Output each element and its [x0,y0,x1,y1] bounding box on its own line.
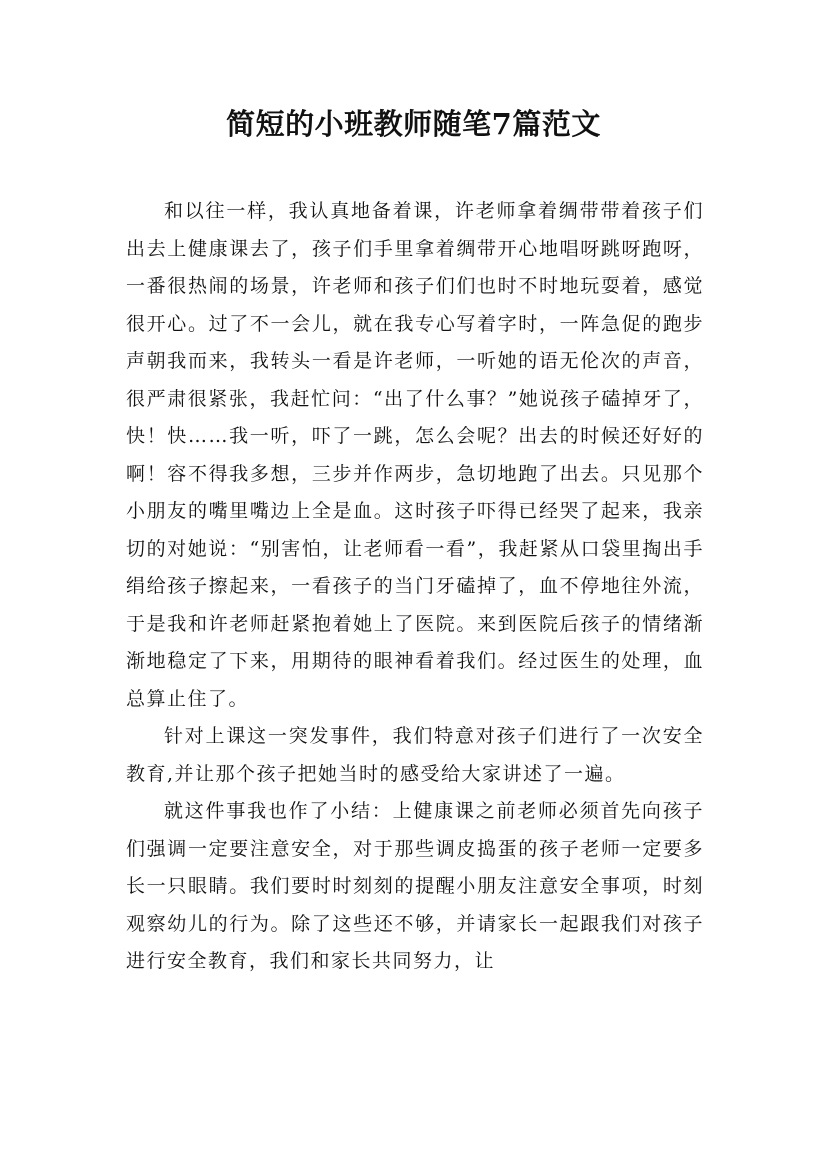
paragraph-2: 针对上课这一突发事件，我们特意对孩子们进行了一次安全教育,并让那个孩子把她当时的感受给大家讲述了一遍。 [126,725,704,785]
paragraph-3: 就这件事我也作了小结：上健康课之前老师必须首先向孩子们强调一定要注意安全，对于那些调皮捣蛋的孩子老师一定要多长一只眼睛。我们要时时刻刻的提醒小朋友注意安全事项，时刻观察幼儿的行为。除了这些还不够，并请家长一起跟我们对孩子进行安全教育，我们和家长共同努力，让 [126,800,704,972]
document-body [126,193,704,981]
document-title: 简短的小班教师随笔7篇范文 [226,107,601,141]
paragraph-1: 和以往一样，我认真地备着课，许老师拿着绸带带着孩子们出去上健康课去了，孩子们手里拿着绸带开心地唱呀跳呀跑呀，一番很热闹的场景，许老师和孩子们们也时不时地玩耍着，感觉很开心。过了不一会儿，就在我专心写着字时，一阵急促的跑步声朝我而来，我转头一看是许老师，一听她的语无伦次的声音，很严肃很紧张，我赶忙问：“出了什么事？”她说孩子磕掉牙了，快！快……我一听，吓了一跳，怎么会呢？出去的时候还好好的啊！容不得我多想，三步并作两步，急切地跑了出去。只见那个小朋友的嘴里嘴边上全是血。这时孩子吓得已经哭了起来，我亲切的对她说：“别害怕，让老师看一看”，我赶紧从口袋里掏出手绢给孩子擦起来，一看孩子的当门牙磕掉了，血不停地往外流，于是我和许老师赶紧抱着她上了医院。来到医院后孩子的情绪渐渐地稳定了下来，用期待的眼神看着我们。经过医生的处理，血总算止住了。 [126,200,704,710]
